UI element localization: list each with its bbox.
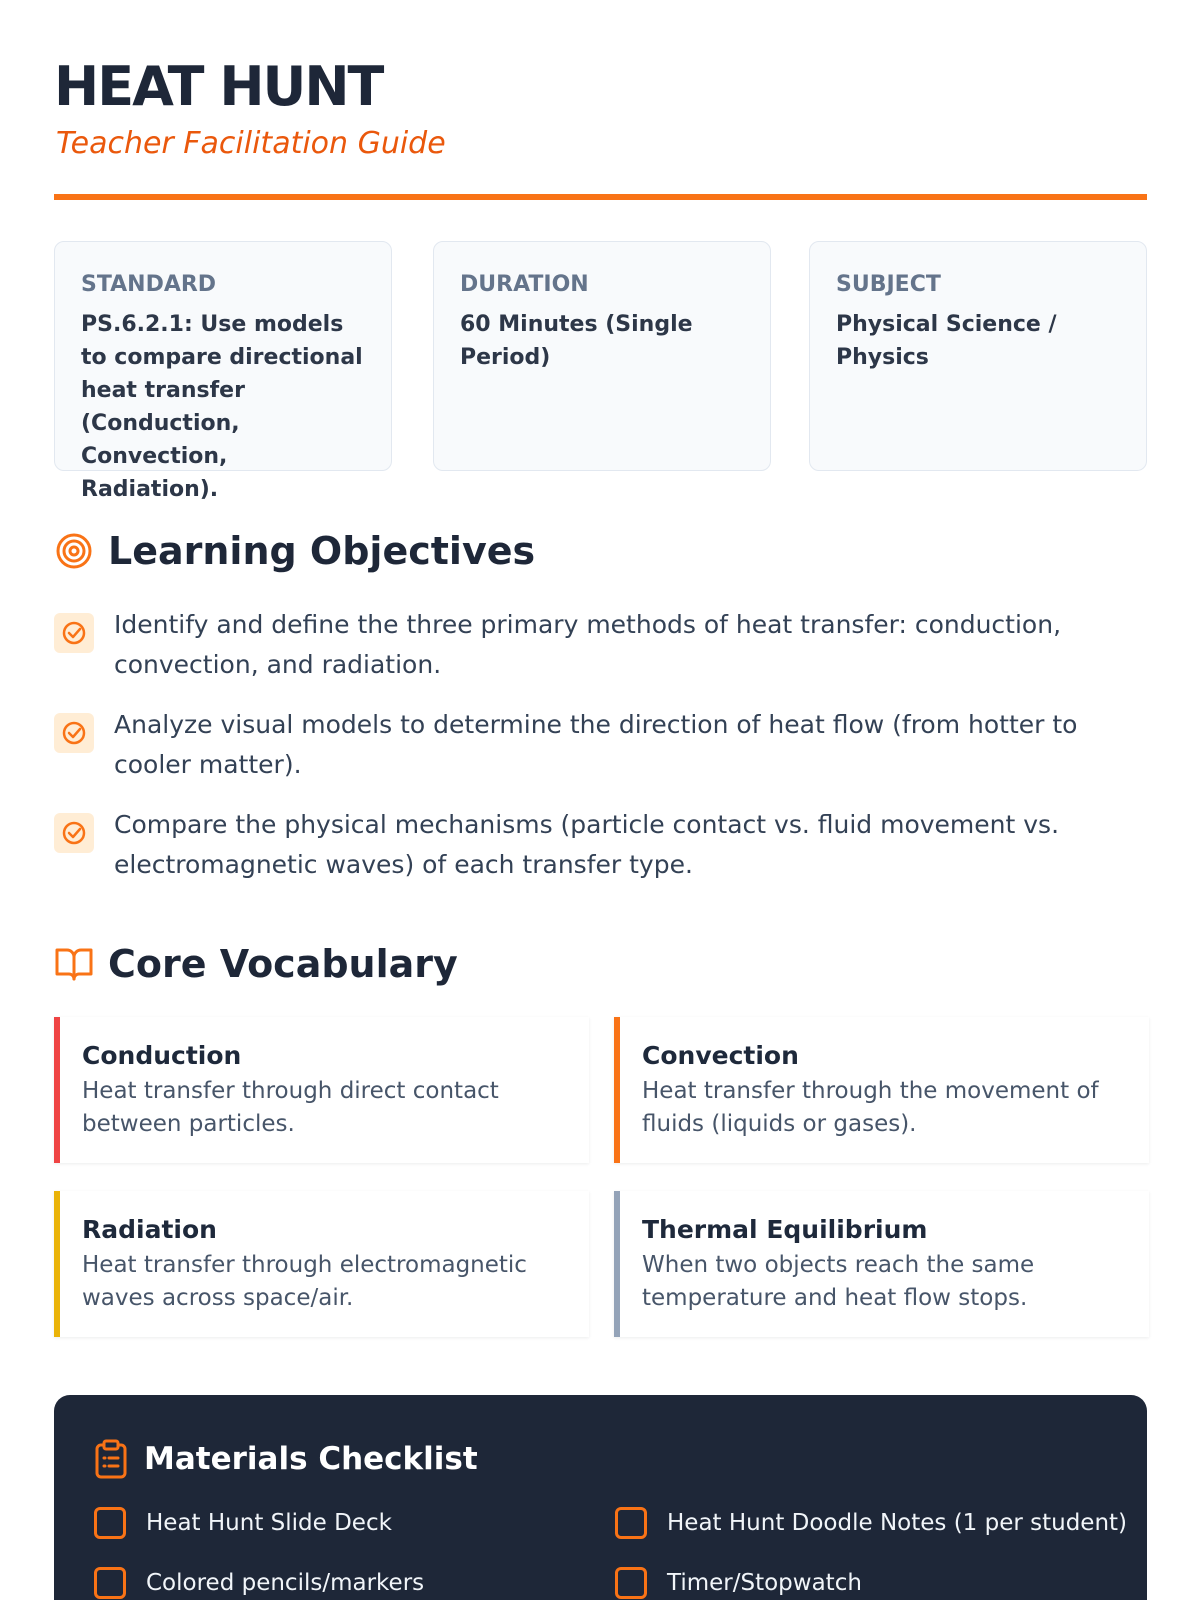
book-open-icon (54, 944, 94, 984)
vocab-term: Conduction (82, 1041, 242, 1070)
duration-label: DURATION (460, 272, 589, 297)
standard-value: PS.6.2.1: Use models to compare directional heat transfer (Conduction, Convection, Radiation). (81, 312, 363, 502)
objective-text: Compare the physical mechanisms (particle contact vs. fluid movement vs. electromagnetic waves) of each transfer type. (114, 810, 1060, 879)
vocab-card-thermal-equilibrium (614, 1191, 1149, 1337)
check-circle-icon (54, 613, 94, 653)
vocabulary-title: Core Vocabulary (108, 942, 458, 986)
checklist-label: Heat Hunt Slide Deck (146, 1510, 392, 1536)
vocab-definition: When two objects reach the same temperature and heat flow stops. (642, 1252, 1035, 1311)
materials-header (94, 1435, 1107, 1483)
objective-item (54, 805, 1147, 885)
objective-item (54, 705, 1147, 785)
checklist-label: Timer/Stopwatch (667, 1570, 862, 1596)
vocab-definition: Heat transfer through direct contact between particles. (82, 1078, 499, 1137)
subject-card (809, 241, 1147, 471)
vocab-term: Convection (642, 1041, 799, 1070)
header-divider (54, 194, 1147, 200)
target-icon (54, 531, 94, 571)
objectives-header (54, 527, 535, 575)
vocab-card-conduction (54, 1017, 589, 1163)
checkbox[interactable] (94, 1507, 126, 1539)
checkbox[interactable] (615, 1567, 647, 1599)
subject-label: SUBJECT (836, 272, 941, 297)
check-circle-icon (54, 713, 94, 753)
standard-card (54, 241, 392, 502)
checklist-item[interactable] (615, 1563, 862, 1600)
vocab-term: Thermal Equilibrium (642, 1215, 928, 1244)
checklist-label: Colored pencils/markers (146, 1570, 425, 1596)
duration-card (433, 241, 771, 471)
vocab-term: Radiation (82, 1215, 217, 1244)
vocab-card-convection (614, 1017, 1149, 1163)
checkbox[interactable] (94, 1567, 126, 1599)
checklist-item[interactable] (615, 1503, 1127, 1543)
materials-panel (54, 1395, 1147, 1600)
objective-text: Identify and define the three primary methods of heat transfer: conduction, convection, and radiation. (114, 610, 1062, 679)
vocabulary-header (54, 940, 458, 988)
vocab-definition: Heat transfer through electromagnetic waves across space/air. (82, 1252, 527, 1311)
checklist-item[interactable] (94, 1563, 424, 1600)
page-subtitle: Teacher Facilitation Guide (56, 126, 446, 161)
page-title: HEAT HUNT (54, 55, 383, 118)
vocab-definition: Heat transfer through the movement of fluids (liquids or gases). (642, 1078, 1099, 1137)
standard-label: STANDARD (81, 272, 217, 297)
vocab-card-radiation (54, 1191, 589, 1337)
checklist-item[interactable] (94, 1503, 392, 1543)
duration-value: 60 Minutes (Single Period) (460, 312, 693, 370)
check-circle-icon (54, 813, 94, 853)
checklist-label: Heat Hunt Doodle Notes (1 per student) (667, 1510, 1128, 1536)
clipboard-list-icon (94, 1439, 128, 1479)
checkbox[interactable] (615, 1507, 647, 1539)
objective-item (54, 605, 1147, 685)
objectives-title: Learning Objectives (108, 529, 536, 573)
subject-value: Physical Science / Physics (836, 312, 1057, 370)
objective-text: Analyze visual models to determine the direction of heat flow (from hotter to cooler matter). (114, 710, 1078, 779)
materials-title: Materials Checklist (144, 1441, 478, 1477)
